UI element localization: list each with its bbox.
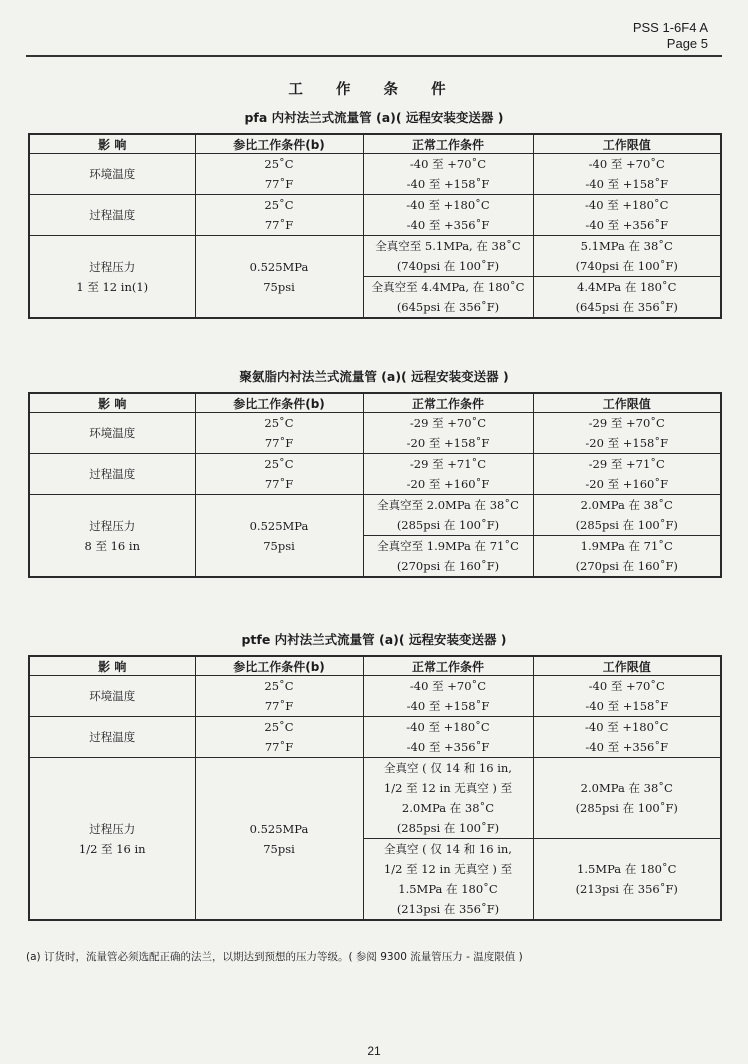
cell-line: -40 至 +70˚C bbox=[409, 679, 487, 693]
operating-limit bbox=[533, 839, 721, 921]
normal-condition bbox=[363, 717, 533, 758]
cell-line: 25˚C bbox=[264, 457, 294, 471]
cell-line: 0.525MPa bbox=[249, 821, 309, 836]
cell-line: -29 至 +70˚C bbox=[588, 416, 665, 430]
operating-limit bbox=[533, 495, 721, 536]
column-header: 影 响 bbox=[29, 656, 195, 676]
cell-line: -40 至 +70˚C bbox=[588, 679, 665, 693]
row-label bbox=[29, 195, 195, 236]
reference-condition bbox=[195, 758, 363, 921]
operating-limit bbox=[533, 536, 721, 578]
table-header-row bbox=[29, 134, 721, 154]
table-row bbox=[29, 154, 721, 195]
footnote: (a) 订货时，流量管必须选配正确的法兰，以期达到预想的压力等级。( 参阅 9300 流量管压力 - 温度限值 ) bbox=[26, 951, 523, 963]
row-label bbox=[29, 154, 195, 195]
cell-line: 25˚C bbox=[264, 679, 294, 693]
reference-condition bbox=[195, 495, 363, 578]
page-number: 21 bbox=[367, 1044, 381, 1058]
cell-line: -20 至 +158˚F bbox=[585, 436, 669, 450]
cell-line: -40 至 +356˚F bbox=[406, 740, 490, 754]
operating-limit bbox=[533, 277, 721, 319]
cell-line: 2.0MPa 在 38˚C bbox=[401, 801, 495, 815]
cell-line: -40 至 +70˚C bbox=[588, 157, 665, 171]
cell-line: 77˚F bbox=[264, 218, 294, 232]
table-row bbox=[29, 495, 721, 536]
cell-line: (740psi 在 100˚F) bbox=[575, 259, 678, 273]
normal-condition bbox=[363, 454, 533, 495]
page-title: 工 作 条 件 bbox=[288, 82, 460, 98]
normal-condition bbox=[363, 236, 533, 277]
table-row bbox=[29, 236, 721, 277]
table-row bbox=[29, 454, 721, 495]
cell-line: 环境温度 bbox=[89, 167, 136, 181]
cell-line: 1.5MPa 在 180˚C bbox=[398, 882, 498, 896]
cell-line: 0.525MPa bbox=[249, 259, 309, 274]
cell-line: 77˚F bbox=[264, 436, 294, 450]
cell-line: (285psi 在 100˚F) bbox=[575, 801, 678, 815]
normal-condition bbox=[363, 154, 533, 195]
page-label: Page 5 bbox=[666, 36, 708, 51]
operating-limit bbox=[533, 717, 721, 758]
cell-line: 过程温度 bbox=[89, 208, 136, 222]
cell-line: -40 至 +158˚F bbox=[406, 699, 490, 713]
normal-condition bbox=[363, 277, 533, 319]
reference-condition bbox=[195, 676, 363, 717]
cell-line: -40 至 +180˚C bbox=[406, 720, 490, 734]
spec-table-polyurethane bbox=[28, 392, 722, 578]
cell-line: (213psi 在 356˚F) bbox=[396, 902, 500, 916]
header-rule bbox=[26, 55, 722, 57]
column-header: 正常工作条件 bbox=[363, 656, 533, 676]
cell-line: (645psi 在 356˚F) bbox=[575, 300, 678, 314]
cell-line: (270psi 在 160˚F) bbox=[396, 559, 500, 573]
cell-line: 全真空至 1.9MPa 在 71˚C bbox=[377, 539, 519, 553]
operating-limit bbox=[533, 195, 721, 236]
cell-line: -40 至 +180˚C bbox=[406, 198, 490, 212]
row-label bbox=[29, 413, 195, 454]
table-row bbox=[29, 717, 721, 758]
column-header: 参比工作条件(b) bbox=[195, 134, 363, 154]
reference-condition bbox=[195, 236, 363, 319]
spec-table-pfa bbox=[28, 133, 722, 319]
operating-limit bbox=[533, 758, 721, 839]
cell-line: -40 至 +356˚F bbox=[406, 218, 490, 232]
cell-line: -40 至 +356˚F bbox=[585, 218, 669, 232]
cell-line: 8 至 16 in bbox=[84, 538, 140, 553]
normal-condition bbox=[363, 536, 533, 578]
column-header: 工作限值 bbox=[533, 393, 721, 413]
row-label bbox=[29, 495, 195, 578]
cell-line: (285psi 在 100˚F) bbox=[575, 518, 678, 532]
reference-condition bbox=[195, 195, 363, 236]
cell-line: -20 至 +160˚F bbox=[406, 477, 490, 491]
cell-line: 全真空至 5.1MPa, 在 38˚C bbox=[375, 239, 521, 253]
cell-line: -40 至 +158˚F bbox=[406, 177, 490, 191]
normal-condition bbox=[363, 413, 533, 454]
cell-line: 1/2 至 16 in bbox=[78, 841, 146, 856]
cell-line: 1.9MPa 在 71˚C bbox=[580, 539, 673, 553]
normal-condition bbox=[363, 495, 533, 536]
cell-line: 环境温度 bbox=[89, 689, 136, 703]
cell-line: 1.5MPa 在 180˚C bbox=[577, 862, 677, 876]
cell-line: (213psi 在 356˚F) bbox=[575, 882, 678, 896]
normal-condition bbox=[363, 758, 533, 839]
row-label bbox=[29, 454, 195, 495]
cell-line: -29 至 +70˚C bbox=[409, 416, 487, 430]
cell-line: -40 至 +180˚C bbox=[585, 720, 669, 734]
cell-line: 0.525MPa bbox=[249, 518, 309, 533]
cell-line: 2.0MPa 在 38˚C bbox=[580, 781, 673, 795]
cell-line: 过程压力 bbox=[89, 518, 136, 533]
column-header: 工作限值 bbox=[533, 656, 721, 676]
cell-line: -20 至 +158˚F bbox=[406, 436, 490, 450]
spec-table-ptfe bbox=[28, 655, 722, 921]
cell-line: 25˚C bbox=[264, 198, 294, 212]
cell-line: -40 至 +356˚F bbox=[585, 740, 669, 754]
normal-condition bbox=[363, 839, 533, 921]
operating-limit bbox=[533, 154, 721, 195]
operating-limit bbox=[533, 676, 721, 717]
column-header: 影 响 bbox=[29, 134, 195, 154]
row-label bbox=[29, 758, 195, 921]
operating-limit bbox=[533, 413, 721, 454]
cell-line: -29 至 +71˚C bbox=[588, 457, 665, 471]
cell-line: 75psi bbox=[263, 538, 295, 553]
cell-line: -40 至 +158˚F bbox=[585, 177, 669, 191]
cell-line: 1/2 至 12 in 无真空 ) 至 bbox=[383, 781, 513, 795]
operating-limit bbox=[533, 236, 721, 277]
table-title-polyurethane: 聚氨脂内衬法兰式流量管 (a)( 远程安装变送器 ) bbox=[239, 369, 509, 384]
cell-line: 77˚F bbox=[264, 477, 294, 491]
cell-line: 75psi bbox=[263, 279, 295, 294]
reference-condition bbox=[195, 413, 363, 454]
cell-line: -29 至 +71˚C bbox=[409, 457, 487, 471]
table-header-row bbox=[29, 393, 721, 413]
row-label bbox=[29, 676, 195, 717]
cell-line: -40 至 +180˚C bbox=[585, 198, 669, 212]
column-header: 正常工作条件 bbox=[363, 393, 533, 413]
table-row bbox=[29, 413, 721, 454]
doc-header bbox=[633, 20, 708, 52]
cell-line: 4.4MPa 在 180˚C bbox=[577, 280, 677, 294]
cell-line: (740psi 在 100˚F) bbox=[396, 259, 500, 273]
cell-line: 全真空至 4.4MPa, 在 180˚C bbox=[371, 280, 525, 294]
cell-line: 75psi bbox=[263, 841, 295, 856]
row-label bbox=[29, 717, 195, 758]
normal-condition bbox=[363, 676, 533, 717]
cell-line: 全真空 ( 仅 14 和 16 in, bbox=[384, 842, 512, 856]
cell-line: 全真空至 2.0MPa 在 38˚C bbox=[377, 498, 519, 512]
cell-line: 过程压力 bbox=[89, 259, 136, 274]
table-header-row bbox=[29, 656, 721, 676]
cell-line: 77˚F bbox=[264, 699, 294, 713]
cell-line: 25˚C bbox=[264, 720, 294, 734]
table-title-pfa: pfa 内衬法兰式流量管 (a)( 远程安装变送器 ) bbox=[244, 110, 504, 125]
column-header: 工作限值 bbox=[533, 134, 721, 154]
doc-id: PSS 1-6F4 A bbox=[632, 20, 708, 35]
cell-line: -40 至 +70˚C bbox=[409, 157, 487, 171]
table-row bbox=[29, 758, 721, 839]
row-label bbox=[29, 236, 195, 319]
cell-line: (285psi 在 100˚F) bbox=[396, 518, 500, 532]
cell-line: 全真空 ( 仅 14 和 16 in, bbox=[384, 761, 512, 775]
cell-line: 2.0MPa 在 38˚C bbox=[580, 498, 673, 512]
cell-line: 25˚C bbox=[264, 157, 294, 171]
table-row bbox=[29, 195, 721, 236]
cell-line: 1 至 12 in(1) bbox=[76, 279, 149, 294]
table-row bbox=[29, 676, 721, 717]
cell-line: 环境温度 bbox=[89, 426, 136, 440]
column-header: 参比工作条件(b) bbox=[195, 393, 363, 413]
column-header: 参比工作条件(b) bbox=[195, 656, 363, 676]
table-title-ptfe: ptfe 内衬法兰式流量管 (a)( 远程安装变送器 ) bbox=[241, 632, 507, 647]
normal-condition bbox=[363, 195, 533, 236]
column-header: 影 响 bbox=[29, 393, 195, 413]
cell-line: 1/2 至 12 in 无真空 ) 至 bbox=[383, 862, 513, 876]
cell-line: (645psi 在 356˚F) bbox=[396, 300, 500, 314]
cell-line: (285psi 在 100˚F) bbox=[396, 821, 500, 835]
cell-line: 25˚C bbox=[264, 416, 294, 430]
cell-line: -40 至 +158˚F bbox=[585, 699, 669, 713]
cell-line: (270psi 在 160˚F) bbox=[575, 559, 678, 573]
cell-line: 过程压力 bbox=[89, 821, 136, 836]
cell-line: 77˚F bbox=[264, 740, 294, 754]
reference-condition bbox=[195, 717, 363, 758]
cell-line: 77˚F bbox=[264, 177, 294, 191]
operating-limit bbox=[533, 454, 721, 495]
cell-line: 5.1MPa 在 38˚C bbox=[580, 239, 673, 253]
cell-line: -20 至 +160˚F bbox=[585, 477, 669, 491]
column-header: 正常工作条件 bbox=[363, 134, 533, 154]
cell-line: 过程温度 bbox=[89, 730, 136, 744]
reference-condition bbox=[195, 454, 363, 495]
reference-condition bbox=[195, 154, 363, 195]
cell-line: 过程温度 bbox=[89, 467, 136, 481]
